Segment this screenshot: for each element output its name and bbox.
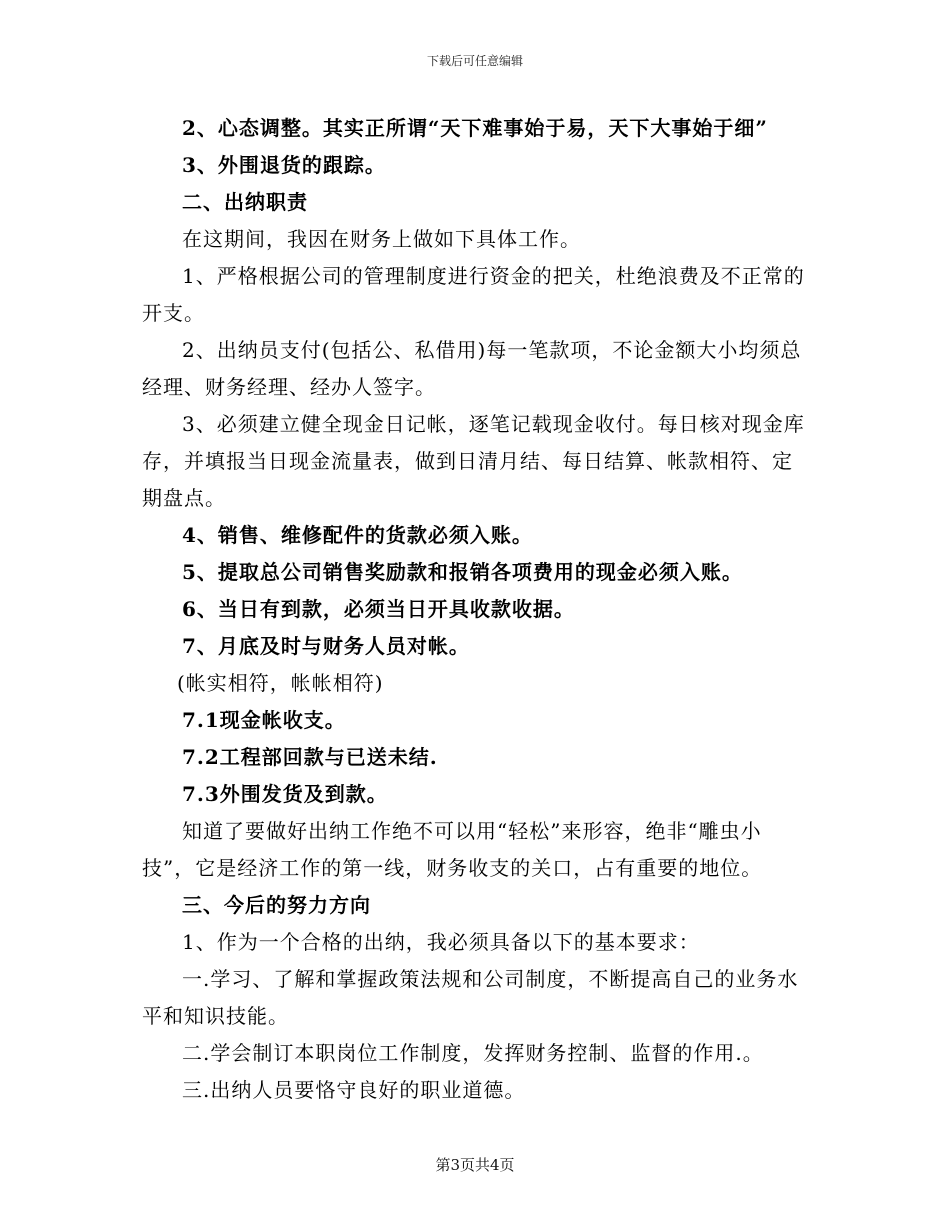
paragraph-4: 在这期间，我因在财务上做如下具体工作。 [182,227,581,251]
paragraph-16: 知道了要做好出纳工作绝不可以用“轻松”来形容，绝非“雕虫小技”，它是经济工作的第一线，财务收支的关口，占有重要的地位。 [142,819,763,880]
document-body [142,110,810,1109]
page-header-note: 下载后可任意编辑 [426,54,523,68]
paragraph-19: 一.学习、了解和掌握政策法规和公司制度，不断提高自己的业务水平和知识技能。 [142,967,799,1028]
paragraph-1: 2、心态调整。其实正所谓“天下难事始于易，天下大事始于细” [182,116,768,140]
paragraph-6: 2、出纳员支付(包括公、私借用)每一笔款项，不论金额大小均须总经理、财务经理、经办人签字。 [142,338,802,399]
paragraph-10: 6、当日有到款，必须当日开具收款收据。 [182,597,575,621]
paragraph-7: 3、必须建立健全现金日记帐，逐笔记载现金收付。每日核对现金库存，并填报当日现金流量表，做到日清月结、每日结算、帐款相符、定期盘点。 [142,412,805,510]
paragraph-14: 7.2工程部回款与已送未结. [182,745,438,769]
paragraph-18: 1、作为一个合格的出纳，我必须具备以下的基本要求： [182,930,700,954]
paragraph-20: 二.学会制订本职岗位工作制度，发挥财务控制、监督的作用.。 [182,1041,764,1065]
paragraph-21: 三.出纳人员要恪守良好的职业道德。 [182,1078,526,1102]
section-heading-direction: 三、今后的努力方向 [182,893,371,917]
paragraph-9: 5、提取总公司销售奖励款和报销各项费用的现金必须入账。 [182,560,743,584]
paragraph-15: 7.3外围发货及到款。 [182,782,388,806]
page-footer-number: 第3页共4页 [435,1156,515,1174]
paragraph-13: 7.1现金帐收支。 [182,708,346,732]
paragraph-8: 4、销售、维修配件的货款必须入账。 [182,523,533,547]
paragraph-2: 3、外围退货的跟踪。 [182,153,386,177]
paragraph-12: (帐实相符，帐帐相符) [177,671,384,695]
section-heading-duties: 二、出纳职责 [182,190,308,214]
paragraph-11: 7、月底及时与财务人员对帐。 [182,634,470,658]
paragraph-5: 1、严格根据公司的管理制度进行资金的把关，杜绝浪费及不正常的开支。 [142,264,805,325]
